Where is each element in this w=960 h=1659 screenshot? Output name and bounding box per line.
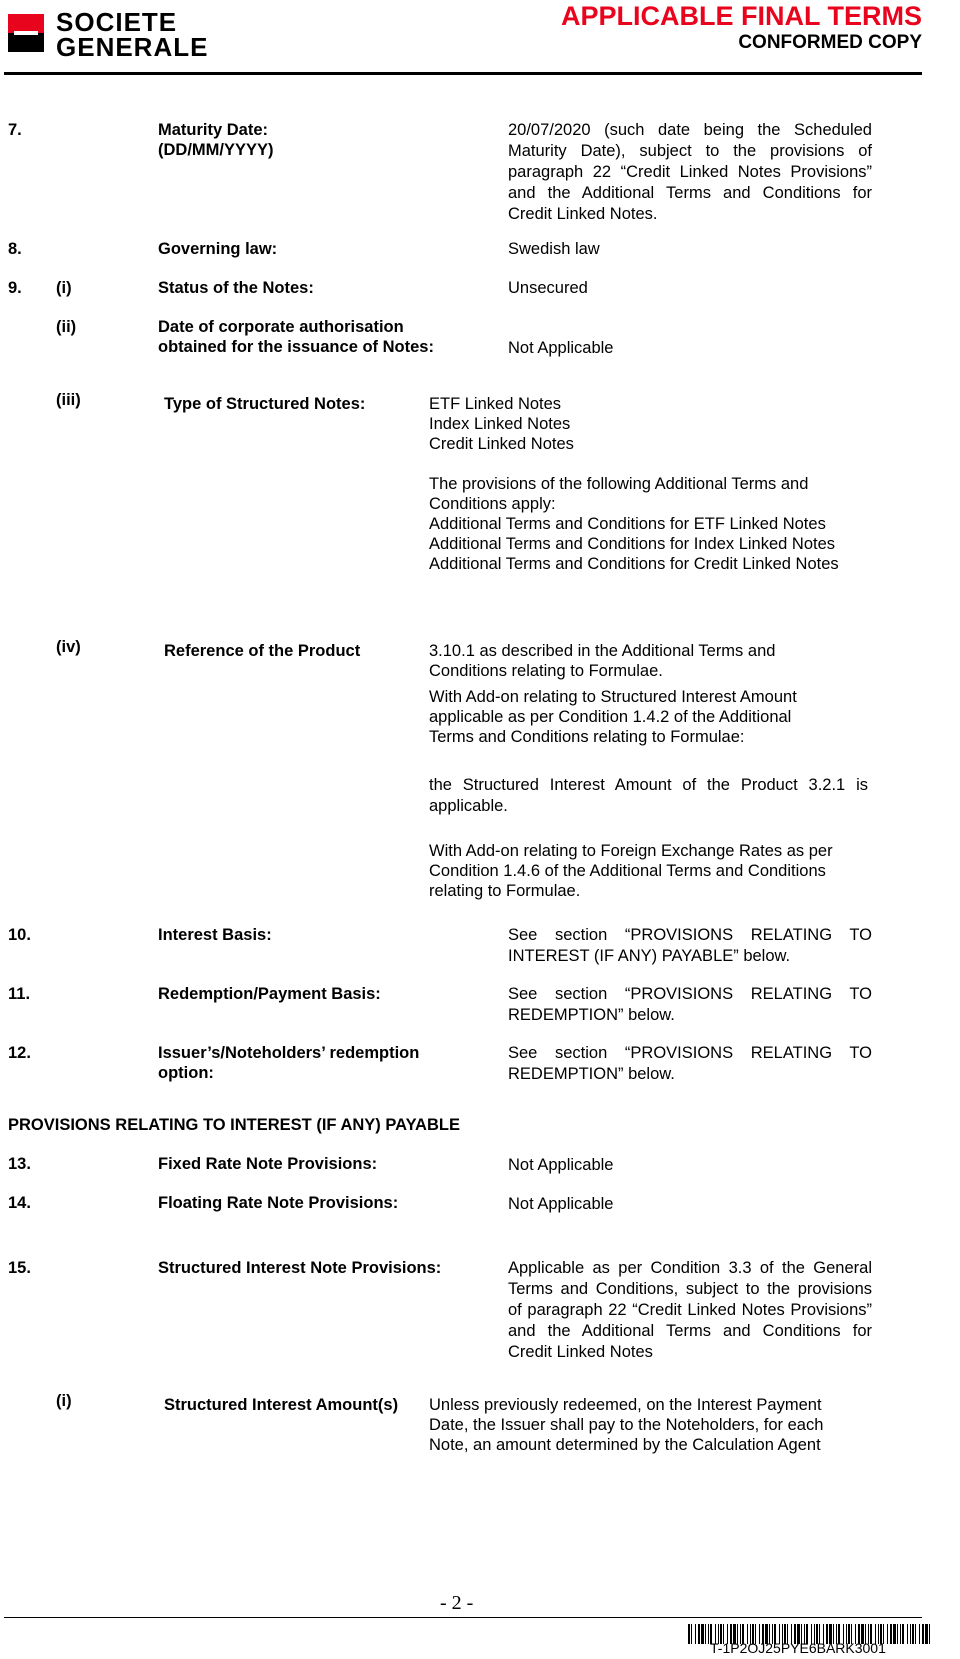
item-7-value: 20/07/2020 (such date being the Scheduled Maturity Date), subject to the provisions of paragraph 22 “Credit Linked Notes Provisions” and the Additional Terms and Conditions for Credit Linked Notes.	[508, 121, 872, 223]
item-12-number: 12.	[8, 1044, 31, 1062]
document-subtitle: CONFORMED COPY	[738, 32, 922, 53]
item-7-label-line2: (DD/MM/YYYY)	[158, 141, 274, 159]
addon-fx-line2: Condition 1.4.6 of the Additional Terms and Conditions	[429, 862, 826, 880]
item-14-label: Floating Rate Note Provisions:	[158, 1194, 399, 1212]
item-15-label: Structured Interest Note Provisions:	[158, 1259, 442, 1277]
header-rule	[4, 72, 922, 75]
item-15-sub-i: (i)	[56, 1392, 72, 1410]
provisions-intro-line2: Conditions apply:	[429, 495, 556, 513]
item-9ii-label-line1: Date of corporate authorisation	[158, 318, 404, 336]
addon-fx-line3: relating to Formulae.	[429, 882, 581, 900]
societe-generale-logo-text	[56, 7, 209, 62]
item-9-sub-iv: (iv)	[56, 638, 81, 656]
interest-amount-line1: Unless previously redeemed, on the Interest Payment	[429, 1396, 822, 1414]
item-9-sub-ii: (ii)	[56, 318, 77, 336]
item-11-number: 11.	[8, 985, 31, 1003]
item-10-number: 10.	[8, 926, 31, 944]
item-9ii-label-line2: obtained for the issuance of Notes:	[158, 338, 434, 356]
provision-item-1: Additional Terms and Conditions for ETF Linked Notes	[429, 515, 826, 533]
item-14-value: Not Applicable	[508, 1195, 614, 1213]
provision-item-2: Additional Terms and Conditions for Index Linked Notes	[429, 535, 836, 553]
addon-fx-line1: With Add-on relating to Foreign Exchange Rates as per	[429, 842, 833, 860]
addon-sia-line3: Terms and Conditions relating to Formulae:	[429, 728, 745, 746]
structured-note-type-1: ETF Linked Notes	[429, 395, 562, 413]
addon-sia-line2: applicable as per Condition 1.4.2 of the Additional	[429, 708, 792, 726]
provision-item-3: Additional Terms and Conditions for Credit Linked Notes	[429, 555, 839, 573]
item-11-value: See section “PROVISIONS RELATING TO REDEMPTION” below.	[508, 985, 872, 1024]
item-12-label-line1: Issuer’s/Noteholders’ redemption	[158, 1044, 420, 1062]
document-title: APPLICABLE FINAL TERMS	[560, 1, 922, 31]
item-8-value: Swedish law	[508, 240, 600, 258]
item-8-number: 8.	[8, 240, 22, 258]
interest-amount-line3: Note, an amount determined by the Calculation Agent	[429, 1436, 821, 1454]
product-ref-line1: 3.10.1 as described in the Additional Terms and	[429, 642, 776, 660]
item-8-label: Governing law:	[158, 240, 278, 258]
page-number: - 2 -	[440, 1592, 474, 1614]
item-15-number: 15.	[8, 1259, 31, 1277]
item-13-value: Not Applicable	[508, 1156, 614, 1174]
item-7-label-line1: Maturity Date:	[158, 121, 269, 139]
item-9iv-label: Reference of the Product	[164, 642, 361, 660]
item-9-value: Unsecured	[508, 279, 588, 297]
item-14-number: 14.	[8, 1194, 31, 1212]
logo-line2: GENERALE	[56, 32, 209, 62]
item-9-label: Status of the Notes:	[158, 279, 314, 297]
item-10-value: See section “PROVISIONS RELATING TO INTEREST (IF ANY) PAYABLE” below.	[508, 926, 872, 965]
item-12-value: See section “PROVISIONS RELATING TO REDEMPTION” below.	[508, 1044, 872, 1083]
item-10-label: Interest Basis:	[158, 926, 272, 944]
item-13-label: Fixed Rate Note Provisions:	[158, 1155, 378, 1173]
item-7-number: 7.	[8, 121, 22, 139]
footer-rule	[4, 1617, 922, 1618]
item-9ii-value: Not Applicable	[508, 339, 614, 357]
logo-line1: SOCIETE	[56, 7, 178, 37]
interest-amount-line2: Date, the Issuer shall pay to the Noteholders, for each	[429, 1416, 824, 1434]
addon-sia-line1: With Add-on relating to Structured Interest Amount	[429, 688, 797, 706]
item-9iii-label: Type of Structured Notes:	[164, 395, 366, 413]
item-13-number: 13.	[8, 1155, 31, 1173]
item-15-value: Applicable as per Condition 3.3 of the General Terms and Conditions, subject to the provisions of paragraph 22 “Credit Linked Notes Provisions” and the Additional Terms and Conditions for Credit Linked Notes	[508, 1259, 872, 1361]
provisions-intro-line1: The provisions of the following Additional Terms and	[429, 475, 809, 493]
item-11-label: Redemption/Payment Basis:	[158, 985, 381, 1003]
item-9-number: 9.	[8, 279, 22, 297]
structured-note-type-2: Index Linked Notes	[429, 415, 571, 433]
item-12-label-line2: option:	[158, 1064, 214, 1082]
structured-note-type-3: Credit Linked Notes	[429, 435, 574, 453]
section-heading-interest: PROVISIONS RELATING TO INTEREST (IF ANY) PAYABLE	[8, 1116, 460, 1134]
item-15i-label: Structured Interest Amount(s)	[164, 1396, 399, 1414]
item-9-sub-i: (i)	[56, 279, 72, 297]
societe-generale-logo-mark	[8, 14, 44, 52]
structured-interest-applicable: the Structured Interest Amount of the Product 3.2.1 is applicable.	[429, 776, 868, 815]
barcode-text: T-1P2OJ25PYE6BARK3001	[710, 1640, 886, 1656]
product-ref-line2: Conditions relating to Formulae.	[429, 662, 663, 680]
item-9-sub-iii: (iii)	[56, 391, 81, 409]
